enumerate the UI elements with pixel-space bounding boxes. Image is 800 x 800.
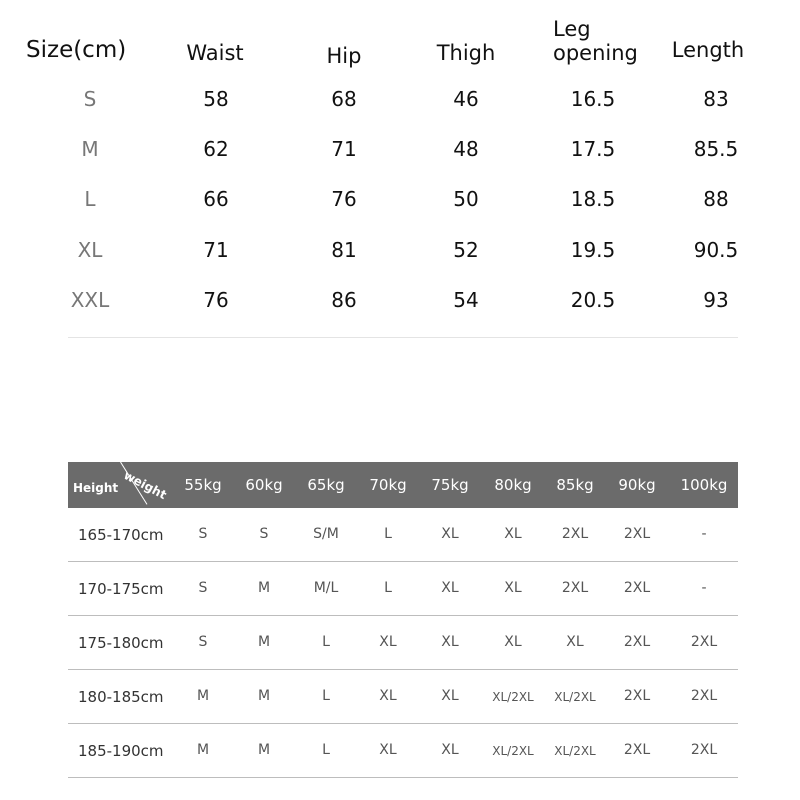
- recommended-size-cell: M: [257, 634, 271, 650]
- corner-height-label: Height: [73, 481, 119, 495]
- size-cell-hip: 71: [331, 137, 357, 161]
- recommended-size-cell: 2XL: [561, 580, 589, 596]
- size-cell-leg-opening: 16.5: [570, 87, 616, 111]
- recommended-size-cell: XL: [504, 580, 522, 596]
- size-cell-size: XL: [77, 238, 103, 262]
- recommended-size-cell: XL/2XL: [554, 744, 596, 758]
- weight-column-header: 55kg: [184, 476, 222, 494]
- size-cell-thigh: 48: [453, 137, 479, 161]
- fit-row: [68, 670, 738, 724]
- recommended-size-cell: XL: [441, 526, 459, 542]
- recommended-size-cell: L: [322, 742, 330, 758]
- corner-weight-label: weight: [121, 468, 169, 503]
- recommended-size-cell: 2XL: [561, 526, 589, 542]
- header-thigh: Thigh: [436, 41, 496, 65]
- recommended-size-cell: XL: [379, 742, 397, 758]
- header-leg-opening: [553, 17, 638, 65]
- size-cell-leg-opening: 19.5: [570, 238, 616, 262]
- size-cell-thigh: 46: [453, 87, 479, 111]
- size-cell-hip: 76: [331, 187, 357, 211]
- fit-table-header: [68, 462, 738, 508]
- size-cell-waist: 66: [203, 187, 229, 211]
- height-range-cell: 170-175cm: [78, 580, 164, 598]
- height-range-cell: 180-185cm: [78, 688, 164, 706]
- recommended-size-cell: L: [384, 526, 392, 542]
- header-hip: Hip: [326, 44, 362, 68]
- recommended-size-cell: XL: [566, 634, 584, 650]
- size-cell-waist: 62: [203, 137, 229, 161]
- size-cell-leg-opening: 20.5: [570, 288, 616, 312]
- size-cell-length: 88: [703, 187, 729, 211]
- size-measurement-table: [0, 0, 800, 340]
- recommended-size-cell: M/L: [313, 580, 339, 596]
- recommended-size-cell: S: [198, 580, 208, 596]
- size-cell-thigh: 50: [453, 187, 479, 211]
- recommended-size-cell: S: [198, 634, 208, 650]
- size-cell-thigh: 52: [453, 238, 479, 262]
- size-cell-size: M: [81, 137, 99, 161]
- recommended-size-cell: L: [322, 688, 330, 704]
- recommended-size-cell: M: [257, 580, 271, 596]
- size-cell-size: XXL: [70, 288, 110, 312]
- recommended-size-cell: 2XL: [623, 526, 651, 542]
- weight-column-header: 60kg: [245, 476, 283, 494]
- recommended-size-cell: 2XL: [623, 634, 651, 650]
- section-divider: [68, 337, 738, 338]
- recommended-size-cell: M: [196, 742, 210, 758]
- recommended-size-cell: -: [701, 580, 707, 596]
- recommended-size-cell: S: [198, 526, 208, 542]
- row-divider: [68, 777, 738, 778]
- size-cell-thigh: 54: [453, 288, 479, 312]
- header-leg-line1: Leg: [553, 17, 591, 41]
- height-range-cell: 175-180cm: [78, 634, 164, 652]
- header-leg-line2: opening: [553, 41, 638, 65]
- weight-column-header: 80kg: [494, 476, 532, 494]
- recommended-size-cell: 2XL: [623, 580, 651, 596]
- recommended-size-cell: 2XL: [690, 634, 718, 650]
- weight-column-header: 85kg: [556, 476, 594, 494]
- recommended-size-cell: L: [322, 634, 330, 650]
- recommended-size-cell: XL: [441, 580, 459, 596]
- weight-column-header: 65kg: [307, 476, 345, 494]
- recommended-size-cell: 2XL: [690, 688, 718, 704]
- recommended-size-cell: 2XL: [623, 742, 651, 758]
- height-weight-corner: [68, 462, 180, 508]
- recommended-size-cell: XL: [441, 634, 459, 650]
- recommended-size-cell: S: [259, 526, 269, 542]
- recommended-size-cell: XL: [441, 742, 459, 758]
- height-range-cell: 185-190cm: [78, 742, 164, 760]
- fit-row: [68, 562, 738, 616]
- size-cell-length: 90.5: [693, 238, 739, 262]
- size-cell-length: 85.5: [693, 137, 739, 161]
- recommended-size-cell: -: [701, 526, 707, 542]
- fit-row: [68, 616, 738, 670]
- fit-row: [68, 724, 738, 778]
- recommended-size-cell: M: [257, 742, 271, 758]
- size-cell-length: 93: [703, 288, 729, 312]
- size-cell-size: L: [84, 187, 96, 211]
- height-range-cell: 165-170cm: [78, 526, 164, 544]
- weight-column-header: 75kg: [431, 476, 469, 494]
- size-cell-leg-opening: 18.5: [570, 187, 616, 211]
- recommended-size-cell: XL/2XL: [492, 690, 534, 704]
- recommended-size-cell: XL/2XL: [554, 690, 596, 704]
- size-cell-waist: 71: [203, 238, 229, 262]
- header-size: Size(cm): [26, 37, 127, 63]
- size-cell-waist: 76: [203, 288, 229, 312]
- recommended-size-cell: XL: [504, 634, 522, 650]
- size-cell-length: 83: [703, 87, 729, 111]
- recommended-size-cell: M: [257, 688, 271, 704]
- recommended-size-cell: XL: [379, 688, 397, 704]
- recommended-size-cell: M: [196, 688, 210, 704]
- header-waist: Waist: [186, 41, 244, 65]
- size-cell-leg-opening: 17.5: [570, 137, 616, 161]
- weight-column-header: 90kg: [618, 476, 656, 494]
- recommended-size-cell: XL/2XL: [492, 744, 534, 758]
- size-cell-waist: 58: [203, 87, 229, 111]
- size-cell-hip: 86: [331, 288, 357, 312]
- recommended-size-cell: XL: [441, 688, 459, 704]
- size-cell-size: S: [83, 87, 97, 111]
- recommended-size-cell: XL: [504, 526, 522, 542]
- recommended-size-cell: S/M: [313, 526, 339, 542]
- recommended-size-cell: XL: [379, 634, 397, 650]
- size-cell-hip: 81: [331, 238, 357, 262]
- fit-row: [68, 508, 738, 562]
- header-length: Length: [671, 38, 745, 62]
- size-cell-hip: 68: [331, 87, 357, 111]
- recommended-size-cell: L: [384, 580, 392, 596]
- weight-column-header: 70kg: [369, 476, 407, 494]
- recommended-size-cell: 2XL: [690, 742, 718, 758]
- recommended-size-cell: 2XL: [623, 688, 651, 704]
- weight-column-header: 100kg: [680, 476, 728, 494]
